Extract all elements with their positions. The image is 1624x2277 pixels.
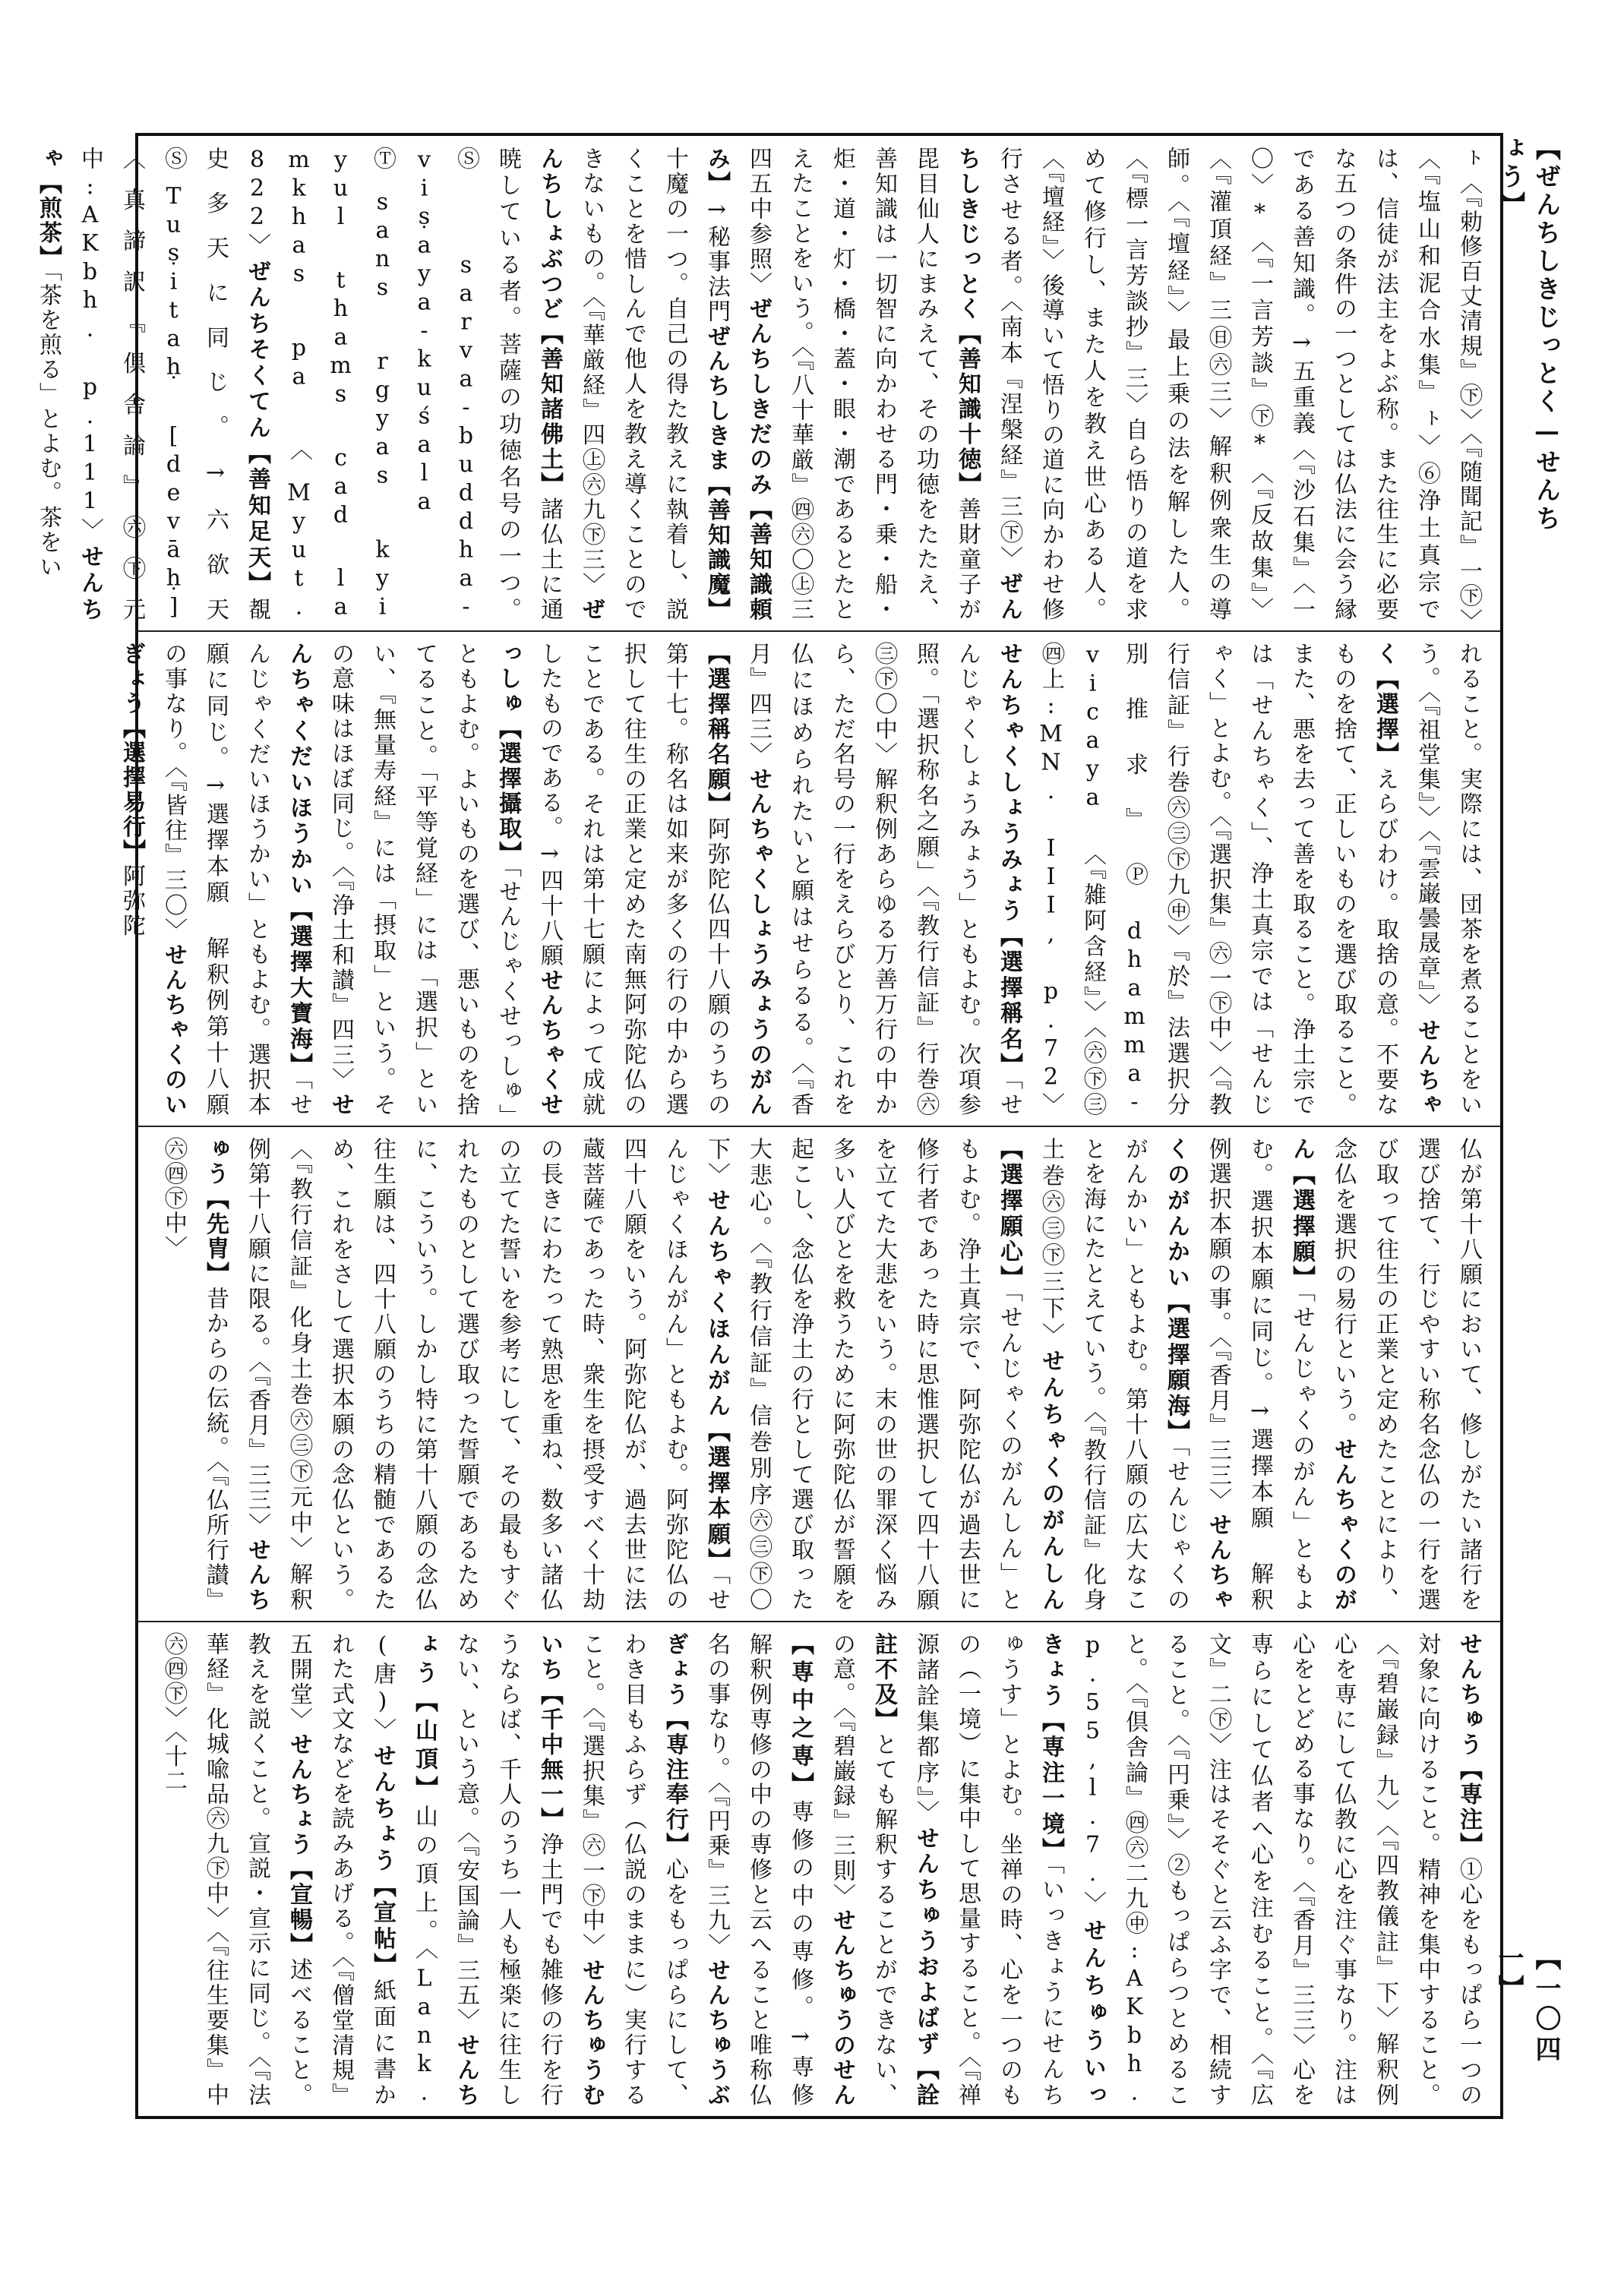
entry-headword: せんちゃくのがんしん【選擇願心】: [996, 1137, 1064, 1613]
entry-headword: せんちょう【宣暢】: [286, 1732, 312, 1958]
entry-definition: 「せんじゃくほんがん」ともよむ。阿弥陀仏の四十八願をいう。阿弥陀仏が、過去世に法蔵菩薩であった時、衆生を摂受すべく十劫の長きにわたって熟思を重ね、数多い諸仏の立てた誓いを参考にして、その最もすぐれたものとして選び取った誓願であるために、こういう。しかし特に第十八願の念仏往生願は、四十八願のうちの精髄であるため、これをさして選択本願の念仏という。〈『教行信証』化身土巻㊅㊂㊦元中〉解釈例第十八願に限る。〈『香月』三三〉: [244, 1137, 730, 1613]
dictionary-entry: [745, 147, 1022, 622]
text-frame: [35, 133, 1503, 2119]
band-text: [35, 147, 1490, 623]
text-band-3: [152, 1137, 1490, 1612]
entry-definition: 「せんじゃくせっしゅ」ともよむ。よいものを選び、悪いものを捨てること。「平等覚経」には「選択」といい、『無量寿経』には「摂取」という。その意味はほぼ同じ。〈『浄土和讃』四三〉: [327, 642, 521, 1118]
dictionary-entry: [996, 147, 1482, 622]
entry-definition: 浄土門でも雑修の行を行うならば、千人のうち一人も極楽に往生しない、という意。〈『安国論』三五〉: [453, 1632, 563, 2108]
entry-definition: 阿弥陀: [118, 864, 145, 938]
entry-headword: せんちゅうのせん【専中之専】: [787, 1632, 855, 2108]
entry-definition: 「せんじゃくだいほうかい」ともよむ。選択本願に同じ。→選擇本願 解釈例第十八願の事なり。〈『皆往』三〇〉: [160, 642, 312, 1118]
entry-definition: 善財童子が毘目仙人にまみえて、その功徳をたたえ、善知識は一切智に向かわせる門・乗・船・炬・道・灯・橋・蓋・眼・潮であるとたとえたことをいう。〈『八十華厳』㊃㊅〇㊤三四五中参照〉: [745, 147, 981, 623]
dictionary-entry: [1079, 1632, 1482, 2108]
entry-headword: ぜんちしきだのみ【善知識頼み】: [703, 147, 772, 623]
dictionary-entry: [536, 642, 772, 1117]
entry-definition: 述べること。教えを説くこと。宣説・宣示に同じ。〈『法華経』化城喩品㊅九㊦中〉〈『往生要集』中㊅㊃㊦〉〈十二: [160, 1632, 312, 2108]
dictionary-entry: [1038, 1137, 1231, 1612]
entry-headword: せんちゃくしょうみょうのがん【選擇稱名願】: [703, 642, 772, 1118]
entry-headword: せんちゅうむいち【千中無一】: [536, 1632, 605, 2108]
entry-definition: 阿弥陀仏四十八願のうちの第十七。称名は如来が多くの行の中から選択して往生の正業と定めた南無阿弥陀仏のことである。それは第十七願によって成就したものである。→四十八願: [536, 642, 730, 1118]
entry-definition: えらびわけ。取捨の意。不要なものを捨て、正しいものを選び取ること。また、悪を去って善を取ること。浄土宗では「せんちゃく」、浄土真宗では「せんじゃく」とよむ。〈『選択集』㊅一㊦中〉〈『教行信証』行巻㊅㊂㊦九㊥〉『於』法選択分別推求』Ⓟdhamma-vicaya 〈『雑阿含経』〉〈㊅㊦㊂㊃上:MN. III, p.72〉: [1038, 642, 1398, 1118]
entry-definition: ①心をもっぱら一つの対象に向けること。精神を集中すること。〈『碧巌録』九〉〈『四教儀註』下〉解釈例心を専にして仏教に心を注ぐ事なり。注は心をとどめる事なり。〈『香月』三三〉心を専らにして仏者へ心を注むること。〈『広文』二㊦〉注はそそぐと云ふ字で、相続すること。〈『円乗』〉②もっぱらつとめること。〈『倶舎論』㊃㊅二九㊥:AKbh. p.55,l.7.〉: [1079, 1632, 1482, 2108]
entry-headword: せんちゃ【煎茶】: [35, 147, 103, 622]
entry-definition: 仏が第十八願において、修しがたい諸行を選び捨て、行じやすい称名念仏の一行を選び取って往生の正業と定めたことにより、念仏を選択の易行という。: [1330, 1137, 1482, 1613]
entry-headword: ぜんちそくてん【善知足天】: [244, 259, 270, 598]
dictionary-entry: [912, 1632, 1106, 2108]
band-text: [118, 642, 1490, 1118]
entry-definition: 諸仏土に通暁している者。菩薩の功徳名号の一つ。Ⓢsarva-buddha-viṣaya-kuśala Ⓣsans rgyas kyi yul thams cad la mkhas pa 〈Myut. 822〉: [244, 147, 563, 623]
text-band-1: [35, 147, 1490, 623]
entry-headword: せんちゅう【専注】: [1455, 1632, 1482, 1858]
entry-headword: せんちゅういっきょう【専注一境】: [1038, 1632, 1106, 2108]
entry-headword: せんちょう【山頂】: [411, 1632, 479, 2108]
entry-headword: せんちゃくほんがん【選擇本願】: [703, 1188, 730, 1574]
entry-headword: ぜんちしきま【善知識魔】: [703, 324, 730, 623]
text-band-2: [118, 642, 1490, 1118]
entry-headword: せんちゃく【選擇】: [1372, 642, 1440, 1118]
entry-headword: ぜんちしょぶつど【善知諸佛土】: [536, 147, 605, 622]
entry-definition: れること。実際には、団茶を煮ることをいう。〈『祖堂集』〉〈『雲巌曇晟章』〉: [1414, 642, 1482, 1117]
dictionary-entry: [244, 1137, 730, 1612]
entry-headword: せんちゃくだいほうかい【選擇大寶海】: [286, 642, 354, 1117]
dictionary-entry: [244, 147, 605, 622]
entry-definition: 十魔の一つ。自己の得た教えに執着し、説くことを惜しんで他人を教え導くことのできないもの。〈『華厳経』四㊤㊅九㊦三〉: [578, 147, 688, 623]
entry-definition: とても解釈することができない、の意。〈『碧巌録』三則〉: [829, 1632, 897, 2108]
dictionary-entry: [160, 642, 354, 1117]
dictionary-entry: [327, 642, 563, 1117]
dictionary-entry: [1038, 642, 1440, 1117]
entry-headword: せんちょう【宣帖】: [369, 1744, 396, 1979]
band-divider: [138, 1126, 1500, 1127]
running-head: 【ぜんちしきじっとく—せんちょう】: [1496, 135, 1562, 533]
page-number: 【一〇四一】: [1493, 1944, 1561, 2066]
entry-definition: 「せんじゃくのがんしん」ともよむ。浄土真宗で、阿弥陀仏が過去世に修行者であった時に思惟選択して四十八願を立てた大悲をいう。末の世の罪深く悩み多い人びとを救うために阿弥陀仏が誓願を起こし、念仏を浄土の行として選び取った大悲心。〈『教行信証』信巻別序㊅㊂㊦〇下〉: [703, 1137, 1022, 1613]
dictionary-entry: [703, 1137, 1064, 1612]
entry-definition: 心をもっぱらにして、わき目もふらず（仏説のままに）実行すること。〈『選択集』㊅一㊦中〉: [578, 1632, 688, 2108]
entry-definition: 「選択称名之願」〈『教行信証』行巻㊅㊂㊦〇中〉解釈例あらゆる万善万行の中から、ただ名号の一行をえらびとり、これを仏にほめられたいと願はせらるる。〈『香月』四三〉: [745, 642, 939, 1118]
entry-definition: 覩史多天に同じ。→六欲天 ⓈTuṣitaḥ [devāḥ]〈真諦訳『倶舎論』㊅㊦元中:AKbh. p.111〉: [77, 147, 270, 623]
entry-definition: 「せんじゃくのがん」ともよむ。選択本願に同じ。→選擇本願 解釈例選択本願の事。〈『香月』三三〉: [1205, 1137, 1315, 1613]
dictionary-entry: [77, 147, 270, 622]
entry-definition: 「茶を煎る」とよむ。茶をい: [35, 270, 62, 580]
text-band-4: [152, 1632, 1490, 2108]
dictionary-entry: [745, 642, 939, 1117]
entry-headword: せんちゃくのがん【選擇願】: [1288, 1137, 1357, 1613]
entry-headword: せんちゅう【先胄】: [202, 1137, 270, 1613]
entry-definition: 紙面に書かれた式文などを読みあげる。〈『僧堂清規』五開堂〉: [286, 1632, 396, 2108]
band-divider: [138, 1621, 1500, 1622]
entry-definition: 専修の中の専修。→専修 解釈例専修の中の専修と云へること唯称仏名の事なり。〈『円乗』三九〉: [703, 1632, 814, 2108]
entry-headword: ぜんちしきじっとく【善知識十徳】: [954, 147, 1022, 623]
entry-headword: せんちゃくのがんかい【選擇願海】: [1163, 1137, 1231, 1613]
entry-headword: せんちゃくしょうみょう【選擇稱名】: [996, 642, 1022, 1078]
entry-headword: せんちゅうぶぎょう【専注奉行】: [662, 1632, 730, 2108]
entry-definition: 山の頂上。〈Lank. (唐)〉: [369, 1632, 438, 2108]
entry-definition: ㇳ〈『勅修百丈清規』㊦〉〈『随聞記』一㊦〉〈『塩山和泥合水集』ㇳ〉⑥浄土真宗では、信徒が法主をよぶ称。また往生に必要な五つの条件の一つとしては仏法に会う縁である善知識。→五重義〈『沙石集』〈一〇〉*〈『一言芳談』㊦*〈『反故集』〉〈『灌頂経』三㊐㊅三〉解釈例衆生の導師。〈『壇経』〉最上乗の法を解した人。〈『標一言芳談抄』三〉自ら悟りの道を求めて修行し、また人を教え世心ある人。〈『壇経』〉後導いて悟りの道に向かわせ修行させる者。〈南本『涅槃経』三㊦〉: [996, 147, 1482, 623]
entry-definition: 「せんじゃくのがんかい」ともよむ。第十八願の広大なことを海にたとえていう。〈『教行信証』化身土巻㊅㊂㊦三下〉: [1038, 1137, 1190, 1613]
entry-headword: せんちゃくせっしゅ【選擇攝取】: [494, 642, 563, 1118]
band-text: [152, 1632, 1490, 2108]
entry-definition: →秘事法門: [703, 196, 730, 324]
entry-definition: 「いっきょうにせんちゅうす」とよむ。坐禅の時、心を一つのもの（一境）に集中して思量すること。〈『禅源諸詮集都序』〉: [912, 1632, 1064, 2108]
entry-headword: せんちゃくのいぎょう【選擇易行】: [118, 642, 187, 1118]
entry-definition: 「せんじゃくしょうみょう」ともよむ。次項参照。: [912, 642, 1022, 1118]
entry-headword: せんちゅうおよばず【詮註不及】: [870, 1632, 939, 2108]
band-divider: [138, 630, 1500, 632]
band-text: [152, 1137, 1490, 1612]
entry-definition: 昔からの伝統。〈『仏所行讃』㊅㊃㊦中〉: [160, 1137, 229, 1613]
